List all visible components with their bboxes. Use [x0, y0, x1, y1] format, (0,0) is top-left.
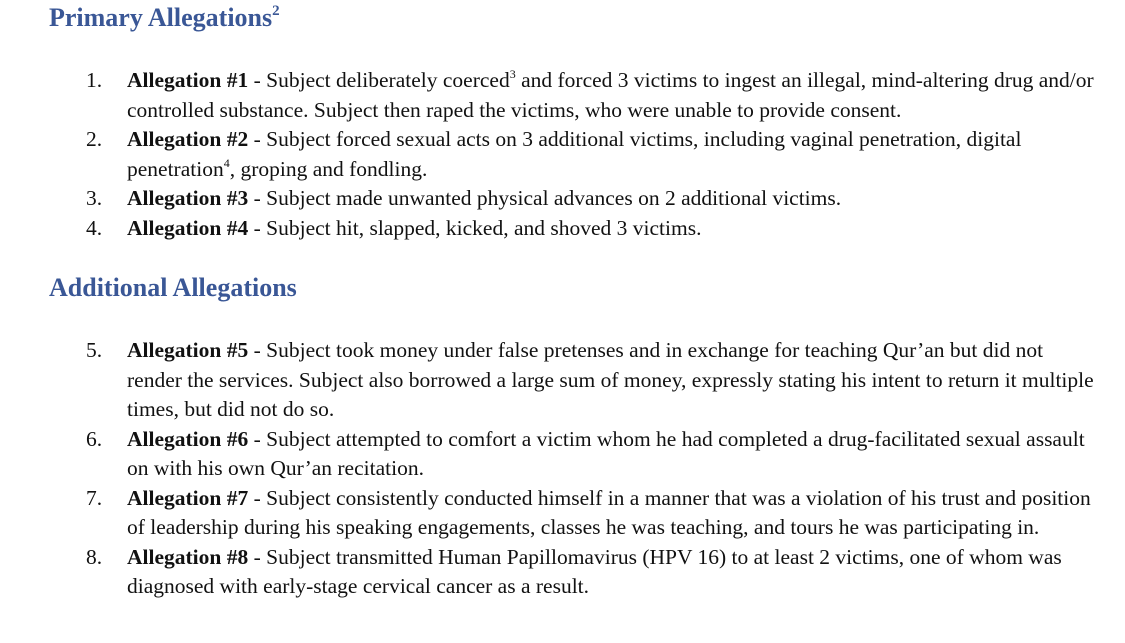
item-number: 6.	[86, 426, 103, 451]
allegation-item-6	[0, 425, 1095, 484]
item-number: 3.	[86, 186, 103, 210]
allegation-label: Allegation #1	[127, 68, 249, 92]
heading-text: Additional Allegations	[49, 273, 297, 302]
additional-allegations-list	[0, 336, 1125, 602]
allegation-text: - Subject made unwanted physical advances on 2 additional victims.	[248, 186, 842, 210]
allegation-text: - Subject forced sexual acts on 3 additional victims, including vaginal penetration, digital penetration	[127, 127, 1022, 181]
allegation-label: Allegation #4	[127, 215, 249, 240]
primary-allegations-heading	[49, 3, 280, 33]
footnote-ref: 3	[509, 67, 516, 81]
primary-allegations-list	[0, 66, 1125, 243]
allegation-label: Allegation #7	[127, 485, 249, 510]
allegation-item-2	[0, 125, 1095, 184]
allegation-label: Allegation #3	[127, 186, 249, 210]
allegation-item-5	[0, 336, 1095, 425]
allegation-text-continued: and forced 3 victims to ingest an illegal, mind-altering drug and/or controlled substance. Subject then raped the victims, who were unable to provide consent.	[127, 68, 1094, 122]
heading-text: Primary Allegations	[49, 3, 273, 32]
item-number: 4.	[86, 215, 103, 240]
item-number: 7.	[86, 485, 103, 510]
allegation-item-8	[0, 543, 1095, 602]
allegation-text: - Subject attempted to comfort a victim whom he had completed a drug-facilitated sexual assault on with his own Qur’an recitation.	[127, 426, 1085, 480]
item-number: 8.	[86, 544, 103, 569]
footnote-ref: 4	[223, 155, 230, 170]
item-number: 2.	[86, 127, 103, 151]
allegation-label: Allegation #2	[127, 127, 249, 151]
allegation-text: - Subject consistently conducted himself in a manner that was a violation of his trust and position of leadership during his speaking engagements, classes he was teaching, and tours he was participating in.	[127, 485, 1091, 539]
allegation-item-4	[0, 214, 1095, 244]
allegation-text: - Subject took money under false pretenses and in exchange for teaching Qur’an but did not render the services. Subject also borrowed a large sum of money, expressly stating his intent to return it multiple times, but did not do so.	[127, 338, 1094, 421]
allegation-label: Allegation #6	[127, 426, 249, 451]
allegation-item-3	[0, 184, 1095, 214]
item-number: 1.	[86, 68, 103, 92]
allegation-label: Allegation #5	[127, 338, 249, 362]
heading-footnote-ref: 2	[272, 3, 280, 19]
allegation-item-1	[0, 66, 1095, 125]
allegation-text: - Subject deliberately coerced	[248, 68, 510, 92]
allegation-text: - Subject hit, slapped, kicked, and shoved 3 victims.	[248, 215, 702, 240]
item-number: 5.	[86, 338, 103, 362]
allegation-text-continued: , groping and fondling.	[229, 156, 428, 181]
additional-allegations-heading	[49, 273, 297, 303]
allegation-label: Allegation #8	[127, 544, 249, 569]
allegation-item-7	[0, 484, 1095, 543]
allegation-text: - Subject transmitted Human Papillomavirus (HPV 16) to at least 2 victims, one of whom was diagnosed with early-stage cervical cancer as a result.	[127, 544, 1062, 598]
